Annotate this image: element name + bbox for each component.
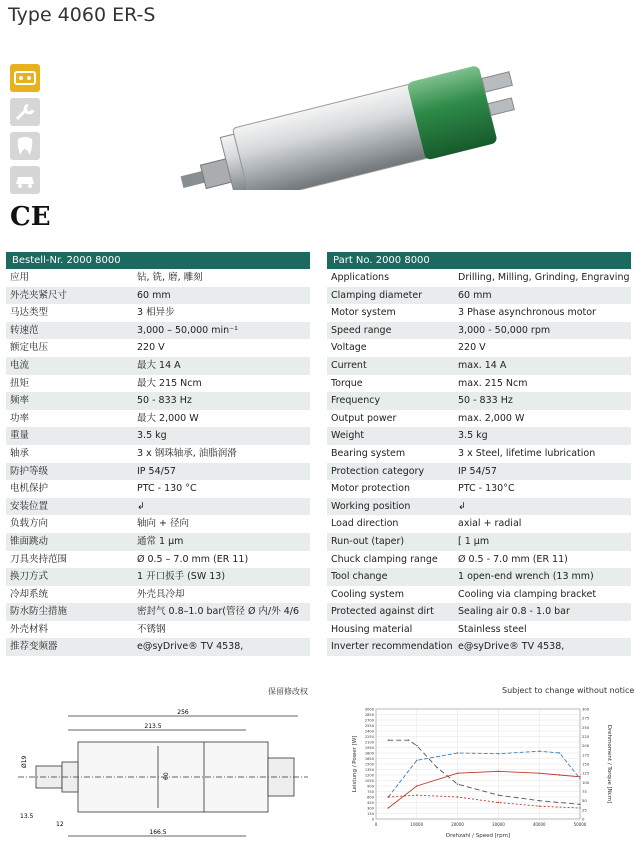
spec-label: 应用 bbox=[10, 272, 30, 283]
spindle-product-image bbox=[165, 55, 525, 190]
y2-tick-label: 50 bbox=[582, 798, 587, 804]
spec-value: 3,000 – 50,000 min⁻¹ bbox=[137, 324, 238, 336]
spec-value: 3.5 kg bbox=[137, 430, 167, 442]
spec-value: e@syDrive® TV 4538, bbox=[137, 641, 244, 653]
spec-label: 电流 bbox=[10, 359, 30, 371]
table-row bbox=[327, 463, 631, 481]
spec-label: 负载方向 bbox=[10, 518, 49, 530]
spec-value: 3 Phase asynchronous motor bbox=[458, 307, 596, 319]
table-body bbox=[327, 269, 631, 656]
spec-value: Cooling via clamping bracket bbox=[458, 588, 597, 600]
dimension-drawing bbox=[8, 706, 328, 856]
y-tick-label: 300 bbox=[367, 806, 374, 811]
table-row bbox=[6, 533, 310, 551]
spec-label: 扭矩 bbox=[10, 377, 30, 389]
data-point bbox=[388, 807, 389, 808]
spec-value: 1 open-end wrench (13 mm) bbox=[458, 571, 594, 583]
y2-tick-label: 125 bbox=[582, 770, 590, 776]
table-row bbox=[6, 515, 310, 533]
spec-label: Output power bbox=[331, 412, 397, 424]
table-row bbox=[327, 322, 631, 340]
spec-value: Ø 0.5 – 7.0 mm (ER 11) bbox=[137, 553, 249, 565]
data-point bbox=[539, 800, 540, 801]
table-row bbox=[327, 269, 631, 287]
table-row bbox=[6, 586, 310, 604]
spec-label: 外壳材料 bbox=[10, 623, 49, 635]
table-row bbox=[6, 498, 310, 516]
spec-label: Working position bbox=[331, 500, 411, 512]
table-row bbox=[6, 463, 310, 481]
x-tick-label: 0 bbox=[374, 822, 378, 827]
x-tick-label: 40000 bbox=[532, 822, 546, 827]
table-row bbox=[327, 638, 631, 656]
spec-value: 3.5 kg bbox=[458, 430, 488, 442]
y-tick-label: 2250 bbox=[364, 735, 374, 739]
table-row bbox=[327, 304, 631, 322]
y-tick-label: 450 bbox=[367, 801, 374, 805]
spec-label: Current bbox=[331, 359, 367, 371]
data-point bbox=[539, 772, 540, 773]
dim-dia: 60 bbox=[163, 772, 170, 780]
dim-base: 166.5 bbox=[149, 829, 167, 836]
table-row bbox=[6, 445, 310, 463]
table-row bbox=[6, 603, 310, 621]
spec-label: Motor protection bbox=[331, 483, 411, 495]
spec-label: Bearing system bbox=[331, 447, 406, 459]
data-point bbox=[416, 760, 417, 761]
spec-value: Ø 0.5 - 7.0 mm (ER 11) bbox=[458, 553, 568, 565]
spec-label: Run-out (taper) bbox=[331, 535, 405, 547]
spec-label: Load direction bbox=[331, 518, 399, 530]
data-point bbox=[457, 796, 458, 797]
chart-grid bbox=[376, 709, 580, 819]
spec-table-cn bbox=[6, 252, 310, 656]
table-row bbox=[327, 621, 631, 639]
spec-value: 50 - 833 Hz bbox=[137, 395, 192, 407]
data-point bbox=[416, 794, 417, 795]
table-row bbox=[327, 586, 631, 604]
spec-value: max. 14 A bbox=[458, 359, 507, 371]
spec-label: Speed range bbox=[331, 324, 392, 336]
spec-label: 冷却系统 bbox=[10, 588, 49, 600]
y2-tick-label: 150 bbox=[582, 761, 590, 767]
y-tick-label: 1350 bbox=[364, 768, 374, 772]
x-tick-label: 10000 bbox=[410, 822, 424, 827]
y-axis-ticks bbox=[365, 708, 375, 822]
spec-label: Housing material bbox=[331, 623, 413, 635]
data-point bbox=[388, 739, 389, 740]
table-row bbox=[327, 568, 631, 586]
data-point bbox=[498, 753, 499, 754]
spec-value: 钻, 铣, 磨, 雕刻 bbox=[137, 272, 203, 283]
data-point bbox=[408, 739, 409, 740]
spec-label: 功率 bbox=[10, 412, 30, 424]
application-icons bbox=[10, 64, 42, 200]
table-row bbox=[6, 392, 310, 410]
automotive-car-icon bbox=[10, 166, 40, 194]
table-row bbox=[327, 339, 631, 357]
table-row bbox=[6, 638, 310, 656]
y-tick-label: 1200 bbox=[364, 773, 374, 778]
y-tick-label: 750 bbox=[367, 790, 374, 794]
y-tick-label: 1650 bbox=[364, 757, 374, 761]
table-row bbox=[327, 551, 631, 569]
spec-label: Voltage bbox=[331, 342, 367, 354]
table-row bbox=[6, 304, 310, 322]
data-point bbox=[437, 767, 438, 768]
spec-value: 3 x 钢珠轴承, 油脂润滑 bbox=[137, 447, 237, 459]
spec-label: Torque bbox=[331, 377, 363, 389]
y2-tick-label: 75 bbox=[582, 789, 587, 794]
table-row bbox=[6, 427, 310, 445]
spec-label: Frequency bbox=[331, 395, 381, 407]
y-tick-label: 900 bbox=[367, 784, 374, 789]
y-tick-label: 3000 bbox=[364, 707, 374, 712]
spec-label: 外壳夹紧尺寸 bbox=[10, 289, 68, 301]
spec-label: Tool change bbox=[331, 571, 388, 583]
spec-label: 电机保护 bbox=[10, 483, 49, 495]
y-tick-label: 1950 bbox=[364, 746, 374, 750]
spec-label: 转速范 bbox=[10, 324, 39, 336]
y-tick-label: 2100 bbox=[364, 740, 374, 745]
y-tick-label: 600 bbox=[367, 795, 374, 800]
spec-label: 频率 bbox=[10, 395, 30, 407]
table-row bbox=[6, 287, 310, 305]
table-row bbox=[327, 533, 631, 551]
y-tick-label: 2550 bbox=[364, 724, 374, 728]
data-point bbox=[457, 752, 458, 753]
x-axis-ticks bbox=[375, 822, 587, 827]
spec-value: 220 V bbox=[137, 342, 165, 354]
spec-label: Cooling system bbox=[331, 588, 404, 600]
spec-value: 3,000 - 50,000 rpm bbox=[458, 324, 551, 336]
spec-value: Drilling, Milling, Grinding, Engraving bbox=[458, 272, 630, 283]
spec-value: 50 - 833 Hz bbox=[458, 395, 513, 407]
table-row bbox=[327, 427, 631, 445]
y-tick-label: 0 bbox=[371, 817, 374, 822]
table-row bbox=[327, 498, 631, 516]
page-title: Type 4060 ER-S bbox=[8, 4, 156, 26]
dim-shank: Ø19 bbox=[21, 755, 28, 768]
y-tick-label: 1050 bbox=[364, 779, 374, 783]
spec-value: 轴向 + 径向 bbox=[137, 518, 189, 530]
table-row bbox=[327, 410, 631, 428]
tool-wrench-icon bbox=[10, 98, 40, 126]
spec-value: 最大 215 Ncm bbox=[137, 377, 202, 389]
table-row bbox=[327, 515, 631, 533]
y-tick-label: 150 bbox=[367, 812, 374, 816]
table-row bbox=[327, 445, 631, 463]
y2-tick-label: 175 bbox=[582, 752, 590, 758]
table-row bbox=[327, 357, 631, 375]
spec-value: e@syDrive® TV 4538, bbox=[458, 641, 565, 653]
x-tick-label: 50000 bbox=[573, 822, 587, 827]
table-row bbox=[327, 392, 631, 410]
y2-tick-label: 250 bbox=[582, 724, 590, 730]
table-row bbox=[6, 410, 310, 428]
spec-value: axial + radial bbox=[458, 518, 522, 530]
data-point bbox=[579, 807, 580, 808]
y2-tick-label: 25 bbox=[582, 807, 587, 813]
spec-label: Applications bbox=[331, 272, 390, 283]
table-row bbox=[6, 269, 310, 287]
spec-label: Motor system bbox=[331, 307, 396, 319]
spec-label: 防水防尘措施 bbox=[10, 606, 68, 618]
spec-value: 外壳具冷却 bbox=[137, 588, 185, 600]
x-tick-label: 20000 bbox=[451, 822, 464, 827]
table-row bbox=[327, 287, 631, 305]
spec-label: 轴承 bbox=[10, 447, 30, 459]
spec-value: 密封气 0.8–1.0 bar(管径 Ø 内/外 4/6 bbox=[137, 606, 299, 618]
spec-label: 锥面跳动 bbox=[10, 535, 49, 547]
x-axis-label: Drehzahl / Speed [rpm] bbox=[445, 833, 511, 839]
spec-value: Sealing air 0.8 - 1.0 bar bbox=[458, 606, 570, 618]
spec-label: 额定电压 bbox=[10, 342, 49, 354]
y2-tick-label: 300 bbox=[582, 706, 590, 712]
spec-value: 1 开口扳手 (SW 13) bbox=[137, 571, 226, 583]
table-row bbox=[327, 480, 631, 498]
y-tick-label: 2700 bbox=[364, 718, 374, 723]
table-row bbox=[6, 480, 310, 498]
data-point bbox=[539, 750, 540, 751]
data-point bbox=[559, 752, 560, 753]
data-point bbox=[388, 796, 389, 797]
dim-overall: 256 bbox=[177, 709, 189, 716]
table-header: Part No. 2000 8000 bbox=[327, 252, 631, 269]
spec-value: max. 2,000 W bbox=[458, 412, 525, 424]
spec-value: 3 相异步 bbox=[137, 307, 175, 319]
data-point bbox=[579, 776, 580, 777]
y-tick-label: 2400 bbox=[364, 729, 374, 734]
spec-value: 3 x Steel, lifetime lubrication bbox=[458, 447, 596, 459]
data-point bbox=[559, 774, 560, 775]
spec-label: Weight bbox=[331, 430, 365, 442]
spec-value: 最大 14 A bbox=[137, 359, 181, 371]
table-row bbox=[6, 339, 310, 357]
table-row bbox=[6, 621, 310, 639]
table-row bbox=[6, 551, 310, 569]
spec-value: ↲ bbox=[458, 500, 466, 512]
y2-tick-label: 275 bbox=[582, 715, 590, 721]
change-notice-cn: 保留修改权 bbox=[268, 687, 308, 696]
spec-label: 马达类型 bbox=[10, 307, 49, 319]
dim-tip: 13.5 bbox=[20, 813, 34, 820]
table-header: Bestell-Nr. 2000 8000 bbox=[6, 252, 310, 269]
table-row bbox=[6, 568, 310, 586]
dim-gap: 12 bbox=[56, 821, 64, 828]
spec-value: 最大 2,000 W bbox=[137, 412, 199, 424]
data-point bbox=[579, 778, 580, 779]
table-row bbox=[327, 603, 631, 621]
x-tick-label: 30000 bbox=[492, 822, 505, 827]
spec-value: PTC - 130 °C bbox=[137, 483, 197, 495]
spec-value: Stainless steel bbox=[458, 623, 527, 635]
spec-label: 安装位置 bbox=[10, 500, 49, 512]
spec-label: 换刀方式 bbox=[10, 571, 49, 583]
spec-value: 60 mm bbox=[137, 289, 171, 301]
y-tick-label: 1500 bbox=[364, 762, 374, 767]
spec-label: 推荐变频器 bbox=[10, 641, 58, 653]
y2-axis-label: Drehmoment / Torque [Ncm] bbox=[606, 724, 612, 804]
spec-label: Inverter recommendation bbox=[331, 641, 453, 653]
y-tick-label: 1800 bbox=[364, 751, 374, 756]
milling-grinding-icon bbox=[10, 64, 40, 92]
spec-value: 不锈钢 bbox=[137, 623, 166, 635]
spec-value: IP 54/57 bbox=[137, 465, 176, 477]
spec-label: 重量 bbox=[10, 430, 30, 442]
y2-tick-label: 200 bbox=[582, 743, 590, 749]
spec-label: 防护等级 bbox=[10, 465, 49, 477]
data-point bbox=[498, 794, 499, 795]
y-tick-label: 2850 bbox=[364, 713, 374, 717]
change-notice-en: Subject to change without notice bbox=[502, 686, 635, 695]
spec-label: Protected against dirt bbox=[331, 606, 434, 618]
data-point bbox=[416, 785, 417, 786]
data-point bbox=[457, 772, 458, 773]
spec-table-en bbox=[327, 252, 631, 656]
y-axis-label: Leistung / Power [W] bbox=[352, 735, 358, 793]
spec-value: max. 215 Ncm bbox=[458, 377, 528, 389]
spec-label: Protection category bbox=[331, 465, 425, 477]
spec-value: 60 mm bbox=[458, 289, 492, 301]
power-torque-chart bbox=[348, 697, 634, 857]
spec-value: PTC - 130°C bbox=[458, 483, 515, 495]
table-row bbox=[327, 375, 631, 393]
spec-value: [ 1 µm bbox=[458, 535, 490, 547]
y2-tick-label: 100 bbox=[582, 779, 590, 785]
spec-value: IP 54/57 bbox=[458, 465, 497, 477]
spec-value: 220 V bbox=[458, 342, 486, 354]
spec-label: 刀具夹持范围 bbox=[10, 553, 68, 565]
dental-tooth-icon bbox=[10, 132, 40, 160]
y2-tick-label: 225 bbox=[582, 734, 590, 739]
ce-mark: CE bbox=[10, 202, 51, 232]
data-point bbox=[579, 804, 580, 805]
spec-value: 通常 1 µm bbox=[137, 535, 184, 547]
table-row bbox=[6, 322, 310, 340]
data-point bbox=[457, 783, 458, 784]
y2-tick-label: 0 bbox=[582, 816, 585, 822]
table-row bbox=[6, 375, 310, 393]
dim-body: 213.5 bbox=[144, 723, 162, 730]
data-point bbox=[416, 745, 417, 746]
spec-value: ↲ bbox=[137, 500, 145, 512]
data-point bbox=[498, 802, 499, 803]
table-body bbox=[6, 269, 310, 656]
data-point bbox=[539, 805, 540, 806]
table-row bbox=[6, 357, 310, 375]
spec-label: Chuck clamping range bbox=[331, 553, 438, 565]
data-point bbox=[498, 771, 499, 772]
y2-axis-ticks bbox=[582, 707, 590, 822]
spec-label: Clamping diameter bbox=[331, 289, 423, 301]
